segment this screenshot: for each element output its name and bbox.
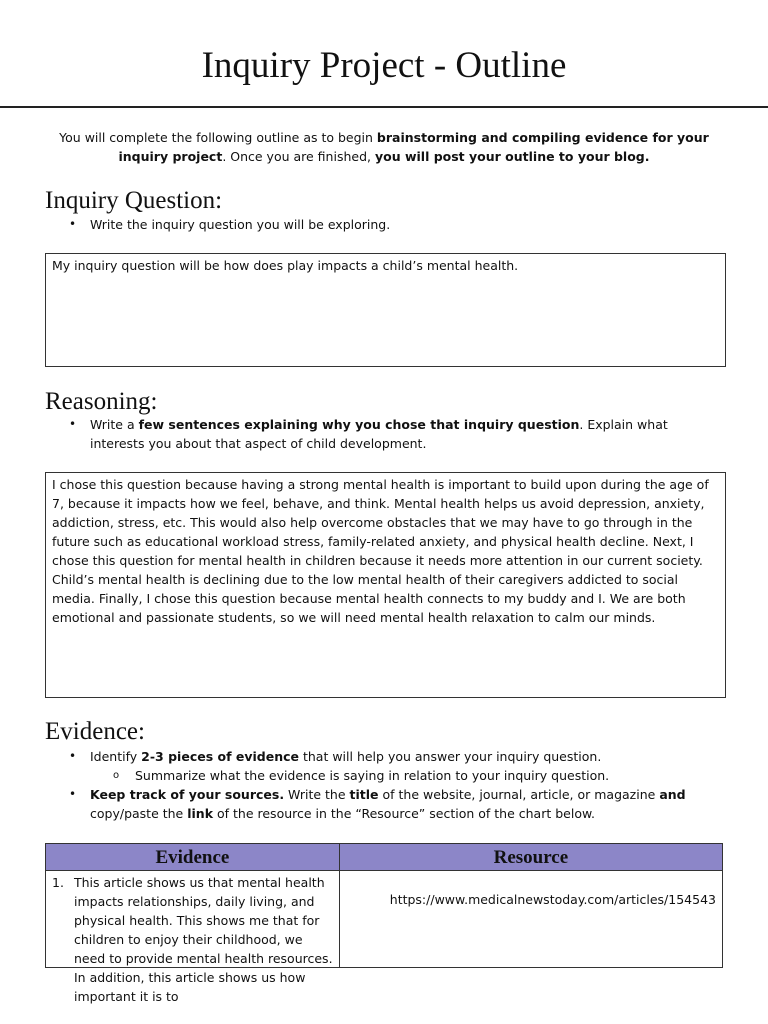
evidence-b2-bold-4: link (187, 806, 214, 821)
reasoning-bullet-part-2: . Explain what interests you about that aspect of child development. (90, 417, 668, 451)
resource-column-header: Resource (339, 844, 722, 871)
intro-text (45, 128, 723, 166)
evidence-b2-part-2: of the website, journal, article, or magazine (378, 787, 660, 802)
evidence-b2-part-3: copy/paste the (90, 806, 188, 821)
evidence-b2-part-1: Write the (284, 787, 350, 802)
reasoning-bullet-bold: few sentences explaining why you chose that inquiry question (138, 417, 580, 432)
evidence-instructions (45, 747, 725, 823)
resource-cell[interactable] (339, 871, 722, 968)
reasoning-answer-box[interactable]: I chose this question because having a strong mental health is important to build upon during the age of 7, because it impacts how we feel, behave, and think. Mental health helps us avoid depression, anxiety, addiction, stress, etc. This would also help overcome obstacles that we may have to go through in the future such as educational workload stress, family-related anxiety, and physical health decline. Next, I chose this question for mental health in children because it needs more attention in our current society. Child’s mental health is declining due to the low mental health of their caregivers addicted to social media. Finally, I chose this question because mental health connects to my buddy and I. We are both emotional and passionate students, so we will need mental health relaxation to calm our minds. (45, 472, 726, 698)
evidence-b1-bold: 2-3 pieces of evidence (141, 749, 299, 764)
evidence-number: 1. (52, 875, 64, 890)
evidence-text: This article shows us that mental health impacts relationships, daily living, and physical health. This shows me that for children to enjoy their childhood, we need to provide mental health resources. In addition, this article shows us how important it is to (74, 875, 333, 1004)
reasoning-instructions (45, 415, 725, 453)
evidence-b2-part-4: of the resource in the “Resource” section of the chart below. (213, 806, 596, 821)
resource-link[interactable]: https://www.medicalnewstoday.com/articles/154543 (389, 892, 716, 907)
evidence-b1-part-2: that will help you answer your inquiry question. (299, 749, 602, 764)
reasoning-bullet (45, 415, 725, 453)
inquiry-answer-box[interactable]: My inquiry question will be how does play impacts a child’s mental health. (45, 253, 726, 367)
intro-part-2: . Once you are finished, (222, 149, 375, 164)
reasoning-heading: Reasoning: (45, 388, 158, 415)
title-divider (0, 106, 768, 108)
inquiry-bullet: • Write the inquiry question you will be exploring. (45, 215, 725, 234)
evidence-b2-bold-1: Keep track of your sources. (90, 787, 285, 802)
table-row (46, 871, 723, 968)
evidence-table-header (46, 844, 723, 871)
evidence-b2-bold-3: and (659, 787, 686, 802)
evidence-b1-part-1: Identify (90, 749, 142, 764)
evidence-b2-bold-2: title (349, 787, 379, 802)
evidence-column-header: Evidence (46, 844, 340, 871)
evidence-cell[interactable] (46, 871, 340, 1004)
intro-bold-2: you will post your outline to your blog. (374, 149, 650, 164)
page-title: Inquiry Project - Outline (201, 45, 567, 86)
evidence-heading: Evidence: (45, 718, 145, 745)
intro-bold-1: brainstorming and compiling evidence for your inquiry project (118, 130, 709, 164)
intro-part-1: You will complete the following outline as to begin (59, 130, 377, 145)
evidence-bullet-2 (45, 785, 725, 823)
evidence-sub-bullet: o Summarize what the evidence is saying in relation to your inquiry question. (45, 766, 725, 785)
inquiry-instructions (45, 215, 725, 234)
inquiry-heading: Inquiry Question: (45, 187, 223, 214)
reasoning-bullet-part-1: Write a (90, 417, 139, 432)
evidence-bullet-1 (45, 747, 725, 766)
evidence-table (45, 843, 723, 1004)
